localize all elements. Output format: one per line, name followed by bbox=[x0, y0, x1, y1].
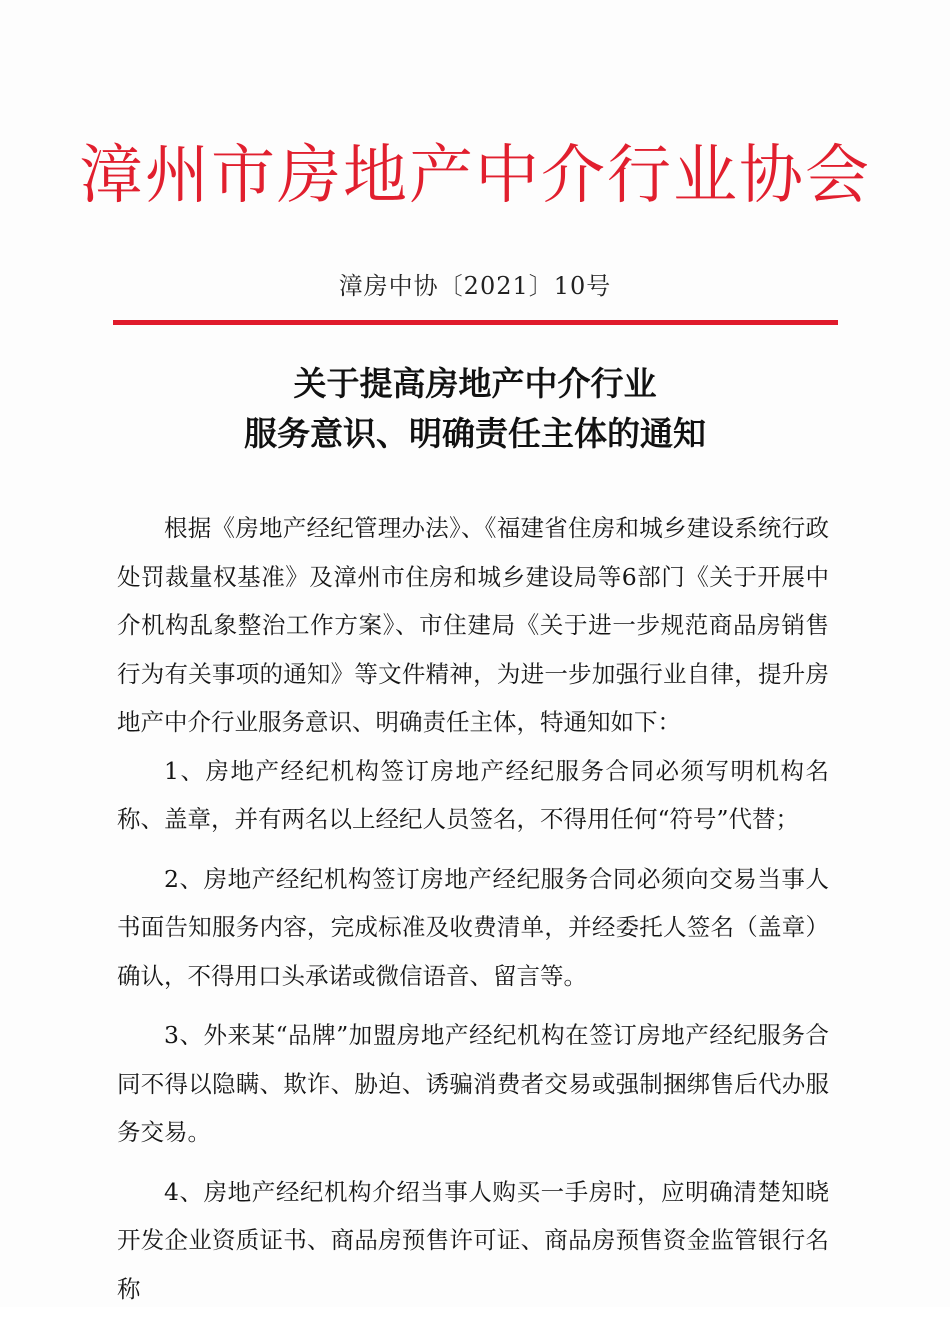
document-number: 漳房中协〔2021〕10号 bbox=[338, 272, 612, 300]
intro-paragraph: 根据《房地产经纪管理办法》、《福建省住房和城乡建设系统行政处罚裁量权基准》及漳州市住房和城乡建设局等6部门《关于开展中介机构乱象整治工作方案》、市住建局《关于进一步规范商品房销售行为有关事项的通知》等文件精神，为进一步加强行业自律，提升房地产中介行业服务意识、明确责任主体，特通知如下： bbox=[117, 514, 829, 736]
item-paragraph-1: 1、房地产经纪机构签订房地产经纪服务合同必须写明机构名称、盖章，并有两名以上经纪人员签名，不得用任何“符号”代替； bbox=[117, 756, 829, 833]
notice-title-line-1: 关于提高房地产中介行业 bbox=[293, 364, 657, 403]
red-divider-line bbox=[113, 320, 838, 325]
item-paragraph-4: 4、房地产经纪机构介绍当事人购买一手房时，应明确清楚知晓开发企业资质证书、商品房预售许可证、商品房预售资金监管银行名称 bbox=[117, 1177, 829, 1303]
item-paragraph-2: 2、房地产经纪机构签订房地产经纪服务合同必须向交易当事人书面告知服务内容，完成标准及收费清单，并经委托人签名（盖章）确认，不得用口头承诺或微信语音、留言等。 bbox=[117, 864, 829, 990]
notice-title-line-2: 服务意识、明确责任主体的通知 bbox=[244, 414, 706, 453]
item-paragraph-3: 3、外来某“品牌”加盟房地产经纪机构在签订房地产经纪服务合同不得以隐瞒、欺诈、胁迫、诱骗消费者交易或强制捆绑售后代办服务交易。 bbox=[117, 1021, 829, 1146]
notice-body bbox=[117, 504, 829, 1324]
organization-title: 漳州市房地产中介行业协会 bbox=[79, 139, 871, 213]
